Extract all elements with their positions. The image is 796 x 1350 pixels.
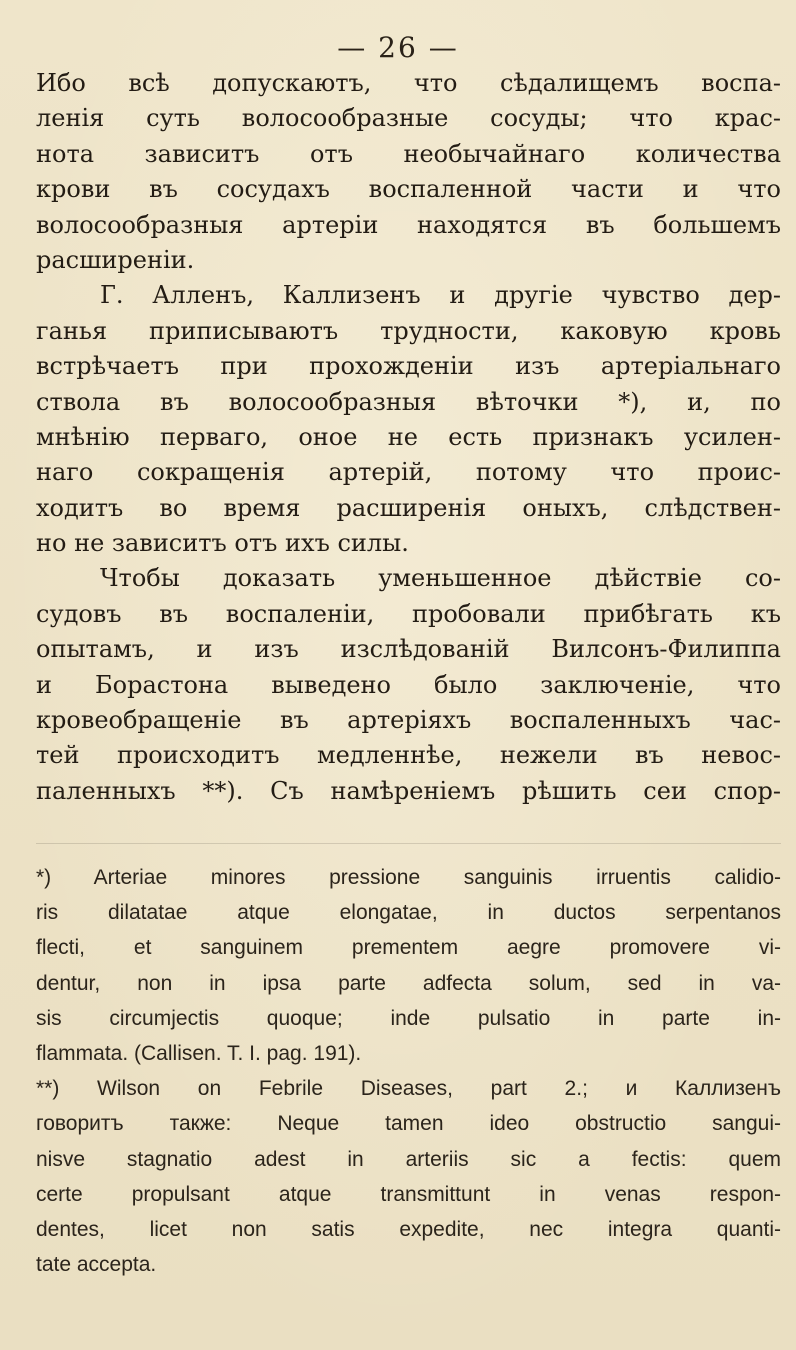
text-line: волосообразныя артеріи находятся въ большемъ	[36, 210, 781, 239]
text-line: встрѣчаетъ при прохожденіи изъ артеріальнаго	[36, 352, 781, 381]
text-line: нота зависитъ отъ необычайнаго количества	[36, 139, 781, 168]
text-line: судовъ въ воспаленіи, пробовали прибѣгать къ	[36, 599, 781, 628]
text-line: ленія суть волосообразные сосуды; что крас-	[36, 104, 781, 133]
text-line: опытамъ, и изъ изслѣдованій Вилсонъ-Филиппа	[36, 635, 781, 664]
text-line: Чтобы доказать уменьшенное дѣйствіе со-	[100, 564, 781, 593]
footnote-line: certe propulsant atque transmittunt in venas respon-	[36, 1182, 781, 1206]
footnote-line: sis circumjectis quoque; inde pulsatio in parte in-	[36, 1006, 781, 1030]
text-line: Ибо всѣ допускаютъ, что сѣдалищемъ воспа-	[36, 69, 781, 97]
text-line: кровеобращеніе въ артеріяхъ воспаленныхъ час-	[36, 706, 781, 735]
footnote-line: *) Arteriae minores pressione sanguinis irruentis calidio-	[36, 866, 781, 889]
footnote-line: ris dilatatae atque elongatae, in ductos serpentanos	[36, 901, 781, 925]
footnote-line: tate accepta.	[36, 1253, 157, 1277]
footnote-divider	[36, 843, 781, 844]
text-line: наго сокращенія артерій, потому что проис-	[36, 458, 781, 487]
main-text	[36, 66, 781, 809]
text-line: крови въ сосудахъ воспаленной части и что	[36, 175, 781, 204]
text-line: расширеніи.	[36, 245, 195, 274]
text-line: и Борастона выведено было заключеніе, что	[36, 670, 781, 699]
page-number: — 26 —	[337, 31, 459, 64]
footnote-line: dentur, non in ipsa parte adfecta solum, sed in va-	[36, 971, 781, 995]
footnotes	[36, 860, 781, 1282]
text-line: ходитъ во время расширенія оныхъ, слѣдствен-	[36, 493, 781, 522]
text-line: тей происходитъ медленнѣе, нежели въ невос-	[36, 741, 781, 770]
footnote-line: flammata. (Callisen. T. I. pag. 191).	[36, 1041, 362, 1065]
text-line: но не зависитъ отъ ихъ силы.	[36, 529, 409, 558]
footnote-line: **) Wilson on Febrile Diseases, part 2.; и Каллизенъ	[36, 1077, 781, 1101]
text-line: ганья приписываютъ трудности, каковую кровь	[36, 316, 781, 345]
text-line: Г. Алленъ, Каллизенъ и другіе чувство дер-	[100, 281, 781, 310]
footnote-line: говоритъ также: Neque tamen ideo obstructio sangui-	[36, 1112, 781, 1136]
footnote-line: flecti, et sanguinem prementem aegre promovere vi-	[36, 936, 781, 960]
text-line: ствола въ волосообразныя вѣточки *), и, по	[36, 387, 781, 416]
footnote-line: nisve stagnatio adest in arteriis sic a fectis: quem	[36, 1147, 781, 1171]
text-line: паленныхъ **). Съ намѣреніемъ рѣшить сеи спор-	[36, 776, 781, 805]
footnote-line: dentes, licet non satis expedite, nec integra quanti-	[36, 1217, 781, 1241]
text-line: мнѣнію перваго, оное не есть признакъ усилен-	[36, 422, 781, 451]
